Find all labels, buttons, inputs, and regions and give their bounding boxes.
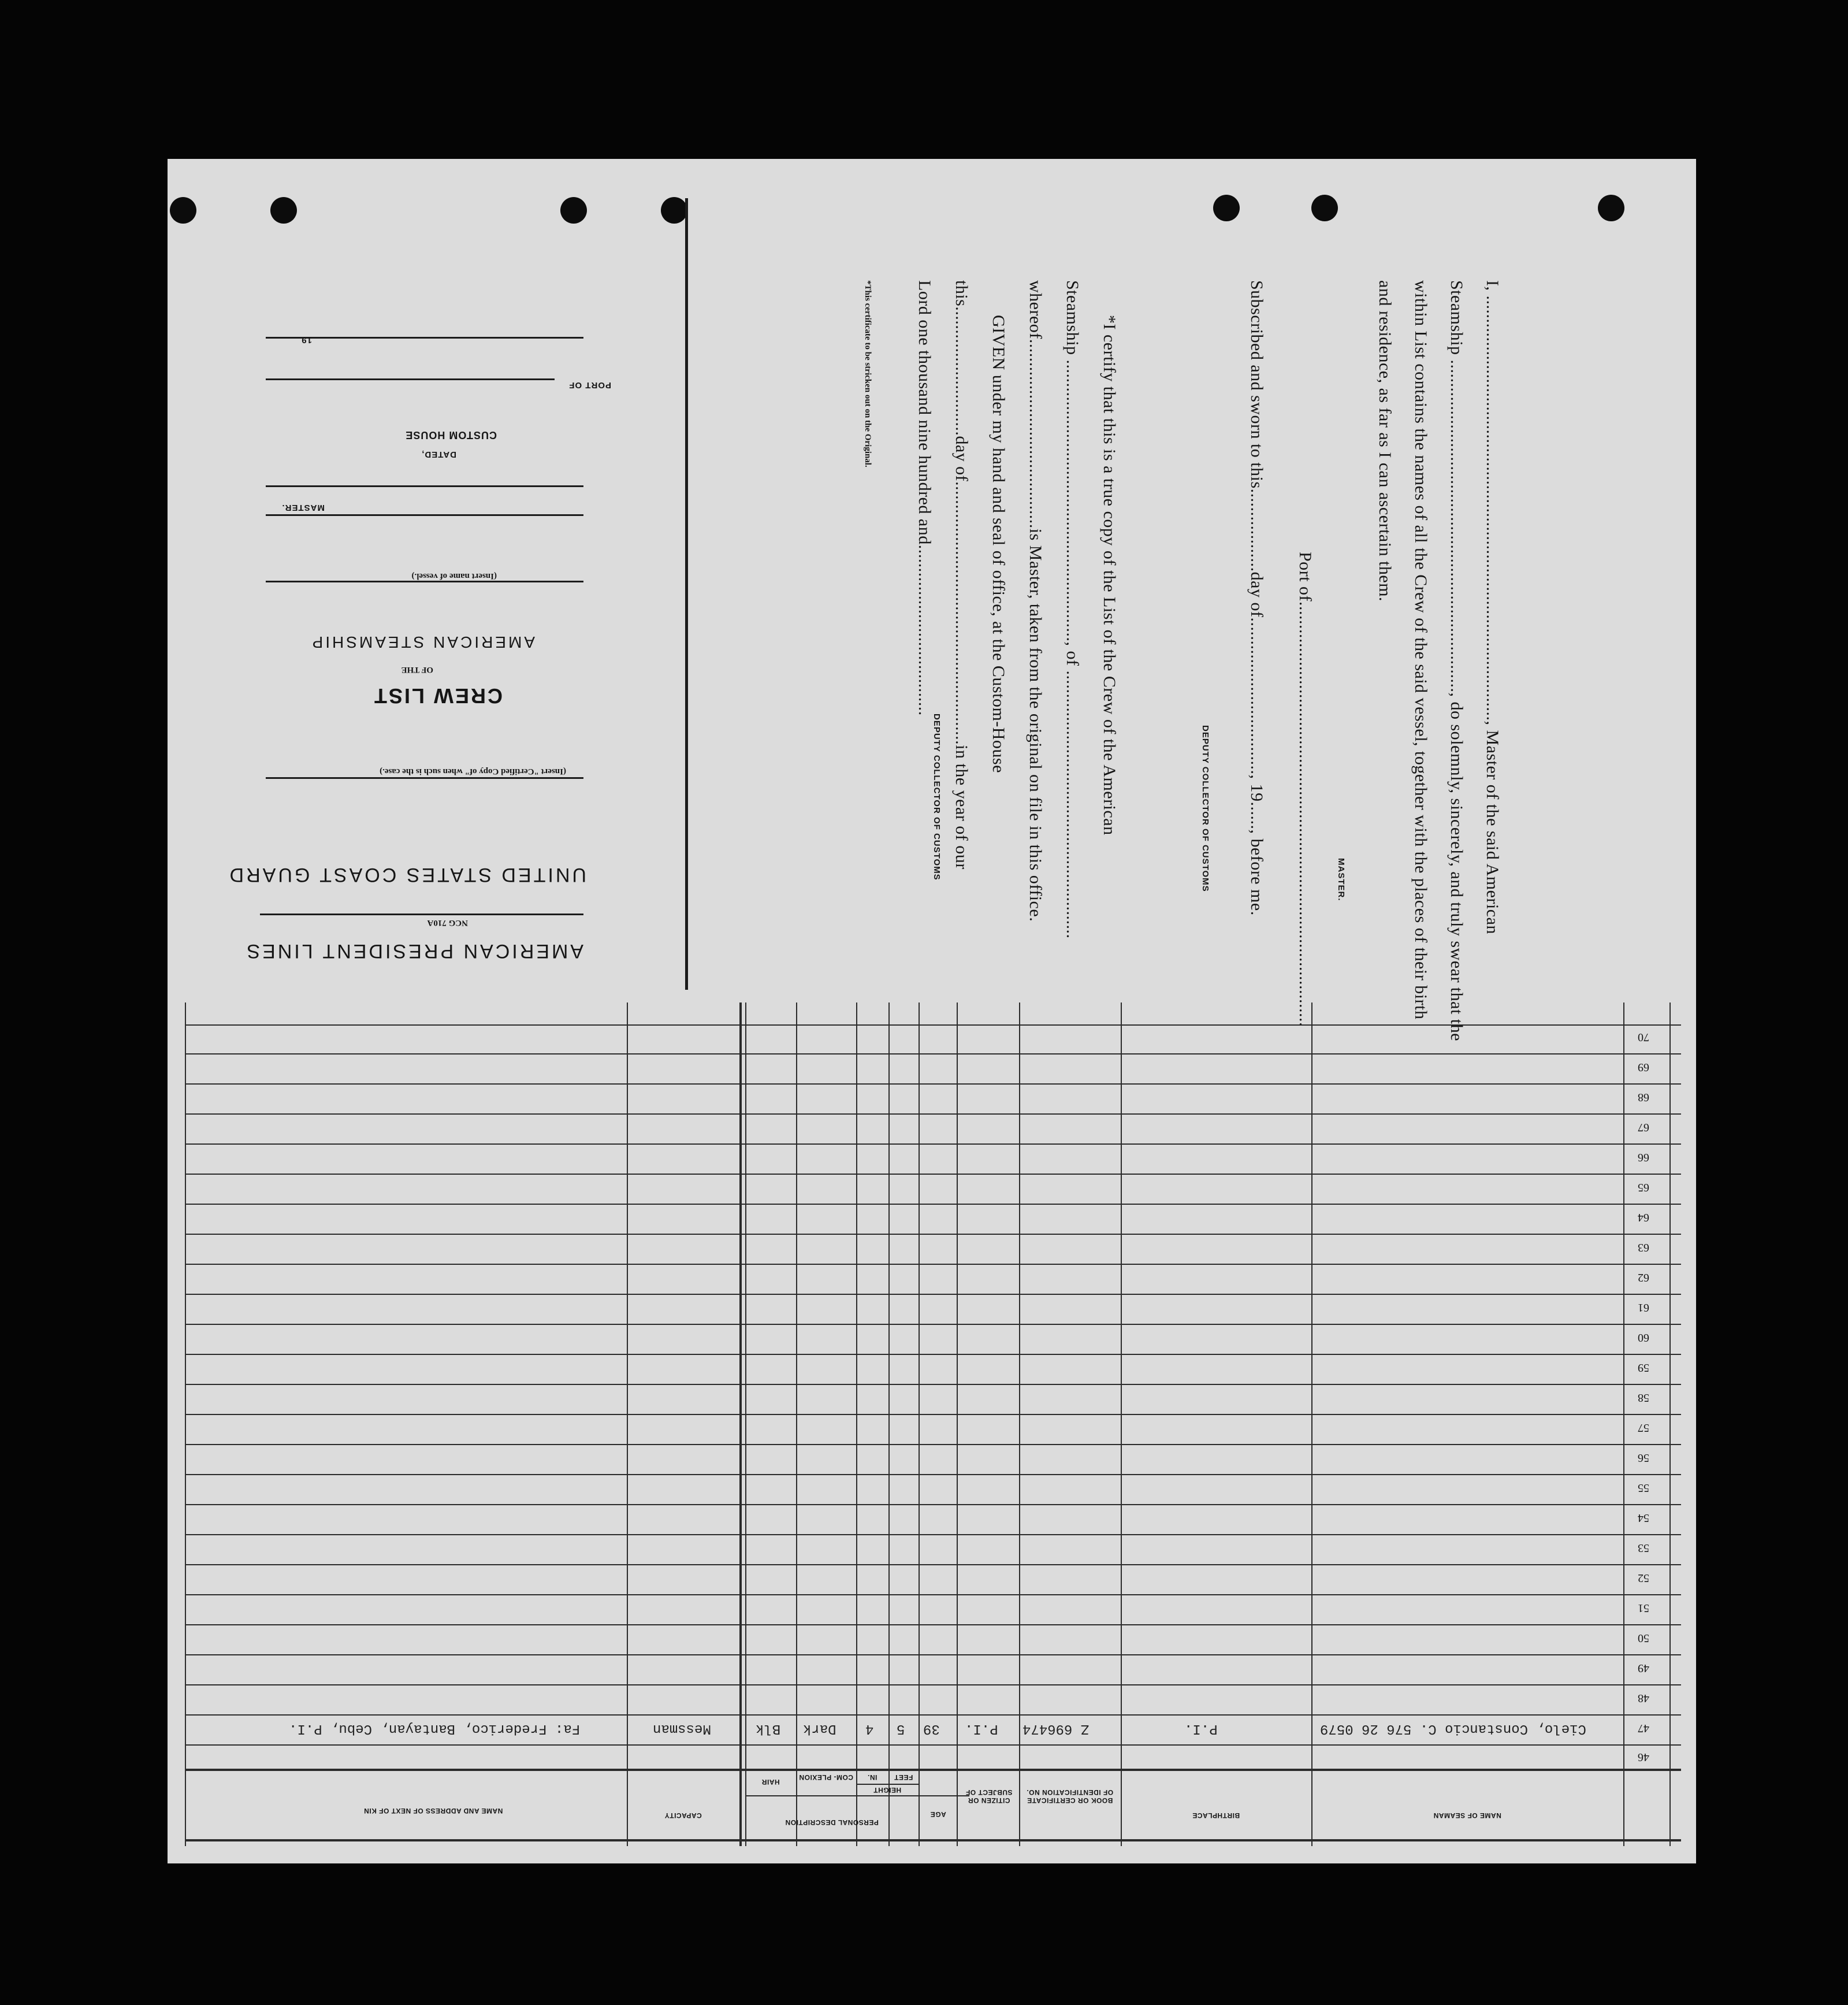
custom-house-label: CUSTOM HOUSE [405,429,497,441]
entry-next-of-kin: Fa: Frederico, Bantayan, Cebu, P.I. [289,1721,581,1736]
agency-name: UNITED STATES COAST GUARD [227,864,586,886]
col-line [1121,1002,1122,1846]
row-line [185,1654,1681,1655]
ship-type: AMERICAN STEAMSHIP [310,633,535,651]
row-line [185,1744,1681,1746]
col-line [1669,1002,1671,1846]
entry-book: Z 696474 [1022,1721,1090,1736]
row-number: 70 [1638,1031,1649,1044]
row-line [185,1684,1681,1685]
row-line [185,1234,1681,1235]
row-number: 64 [1638,1211,1649,1224]
dated-label: DATED, [421,450,456,459]
deputy-collector-1: DEPUTY COLLECTOR OF CUSTOMS [1200,725,1210,892]
deputy-collector-2: DEPUTY COLLECTOR OF CUSTOMS [932,714,942,881]
row-line [185,1143,1681,1145]
port-of-label: PORT OF [568,380,611,390]
entry-complexion: Dark [803,1721,836,1736]
row-line [185,1024,1681,1026]
row-number: 58 [1638,1391,1649,1404]
oath-text: I, ............................................................................................, Master of the said American Steamship ........................................................................, do solemnly, sincerely, and truly swear that the within List contains the names of all the Crew of the said vessel, together with the places of their birth and residence, as far as I can ascertain them. [1375,280,1502,1041]
fold-line [685,198,688,990]
col-line [957,1002,958,1846]
row-line [185,1083,1681,1085]
row-line [185,1474,1681,1475]
row-line [185,1769,1681,1771]
row-line [185,1594,1681,1595]
col-line [919,1002,920,1846]
row-line [185,1354,1681,1355]
rule [260,914,583,915]
col-line [1311,1002,1312,1846]
col-header-hair: HAIR [761,1778,780,1786]
rule [266,514,583,516]
row-number: 56 [1638,1451,1649,1464]
row-number: 55 [1638,1482,1649,1494]
col-header-inches: IN. [867,1773,877,1781]
col-line [185,1002,186,1846]
row-line [185,1324,1681,1325]
row-number: 63 [1638,1241,1649,1254]
col-line [739,1002,742,1846]
rule [266,777,583,779]
row-line [856,1784,919,1785]
row-number: 53 [1638,1542,1649,1554]
col-line [1623,1002,1624,1846]
rule [266,581,583,582]
crew-table [168,1002,1696,1863]
year-label: 19 [301,335,312,345]
row-line [185,1414,1681,1415]
entry-birthplace: P.I. [1184,1721,1218,1736]
vessel-note: (Insert name of vessel.) [411,571,497,581]
rule [266,337,583,339]
col-header-capacity: CAPACITY [664,1811,702,1820]
row-line [185,1714,1681,1716]
company-name: AMERICAN PRESIDENT LINES [244,940,583,962]
row-line [185,1504,1681,1505]
row-line [185,1174,1681,1175]
subscribed-line: Subscribed and sworn to this..................day of.................................., 19......, before me. [1247,280,1266,916]
row-line [185,1444,1681,1445]
col-header-book: BOOK OR CERTIFICATE OF IDENTIFICATION NO. [1026,1788,1114,1804]
col-line [745,1002,746,1846]
col-header-age: AGE [930,1810,946,1818]
entry-inches: 4 [865,1721,874,1736]
row-number: 54 [1638,1512,1649,1524]
row-line [185,1839,1681,1841]
of-the-label: OF THE [401,665,433,674]
row-line [185,1564,1681,1565]
col-line [627,1002,628,1846]
row-number: 60 [1638,1331,1649,1344]
row-number: 66 [1638,1151,1649,1164]
row-number: 48 [1638,1692,1649,1705]
oath-master-label: MASTER. [1336,858,1346,901]
row-number: 57 [1638,1421,1649,1434]
row-number: 65 [1638,1181,1649,1194]
row-number: 49 [1638,1662,1649,1674]
row-number: 46 [1638,1751,1649,1763]
entry-feet: 5 [897,1721,905,1736]
col-header-citizen: CITIZEN OR SUBJECT OF [965,1788,1013,1804]
col-line [888,1002,890,1846]
certificate-text: *I certify that this is a true copy of the List of the Crew of the American Steamship ............................................................., of .......................................................... whereof.........................................is Master, taken from the original on file in this office. GIVEN under my hand and seal of office, at the Custom-House this............................day of.........................................................in the year of our Lord one thousand nine hundred and..................................... [915,280,1119,939]
row-line [185,1534,1681,1535]
entry-age: 39 [923,1721,940,1736]
crew-list-title: CREW LIST [373,684,503,708]
rule [266,378,555,380]
certificate-footnote: *This certificate to be stricken out on the Original. [863,280,872,467]
col-line [1019,1002,1020,1846]
row-number: 69 [1638,1061,1649,1074]
rule [266,485,583,487]
row-number: 59 [1638,1361,1649,1374]
row-line [745,1795,969,1796]
col-header-name: NAME OF SEAMAN [1433,1811,1501,1820]
entry-citizen: P.I. [965,1721,998,1736]
col-header-height: HEIGHT [873,1786,902,1794]
col-header-feet: FEET [894,1773,913,1781]
col-header-next-of-kin: NAME AND ADDRESS OF NEXT OF KIN [363,1807,503,1815]
oath-port-of: Port of............................................................................................ [1296,552,1315,1027]
row-line [185,1204,1681,1205]
crew-list-document [168,159,1696,1863]
col-line [796,1002,797,1846]
col-line [856,1002,857,1846]
row-number: 47 [1638,1722,1649,1735]
row-number: 67 [1638,1121,1649,1134]
row-line [185,1294,1681,1295]
row-number: 51 [1638,1602,1649,1614]
row-line [185,1264,1681,1265]
row-line [185,1113,1681,1115]
row-number: 50 [1638,1632,1649,1644]
certified-note: (Insert "Certified Copy of" when such is the case.) [380,767,566,776]
master-label: MASTER. [281,503,325,513]
row-number: 61 [1638,1301,1649,1314]
entry-capacity: Messman [653,1721,711,1736]
form-number: NCG 710A [427,918,468,927]
row-line [185,1053,1681,1055]
row-line [185,1384,1681,1385]
col-header-complexion: COM- PLEXION [799,1773,854,1781]
entry-hair: Blk [756,1721,781,1736]
row-line [185,1624,1681,1625]
row-number: 52 [1638,1572,1649,1584]
entry-name: Cielo, Constancio C. 576 26 0579 [1320,1721,1586,1736]
row-number: 62 [1638,1271,1649,1284]
row-number: 68 [1638,1091,1649,1104]
col-header-birthplace: BIRTHPLACE [1192,1811,1240,1820]
col-header-personal: PERSONAL DESCRIPTION [785,1818,879,1826]
